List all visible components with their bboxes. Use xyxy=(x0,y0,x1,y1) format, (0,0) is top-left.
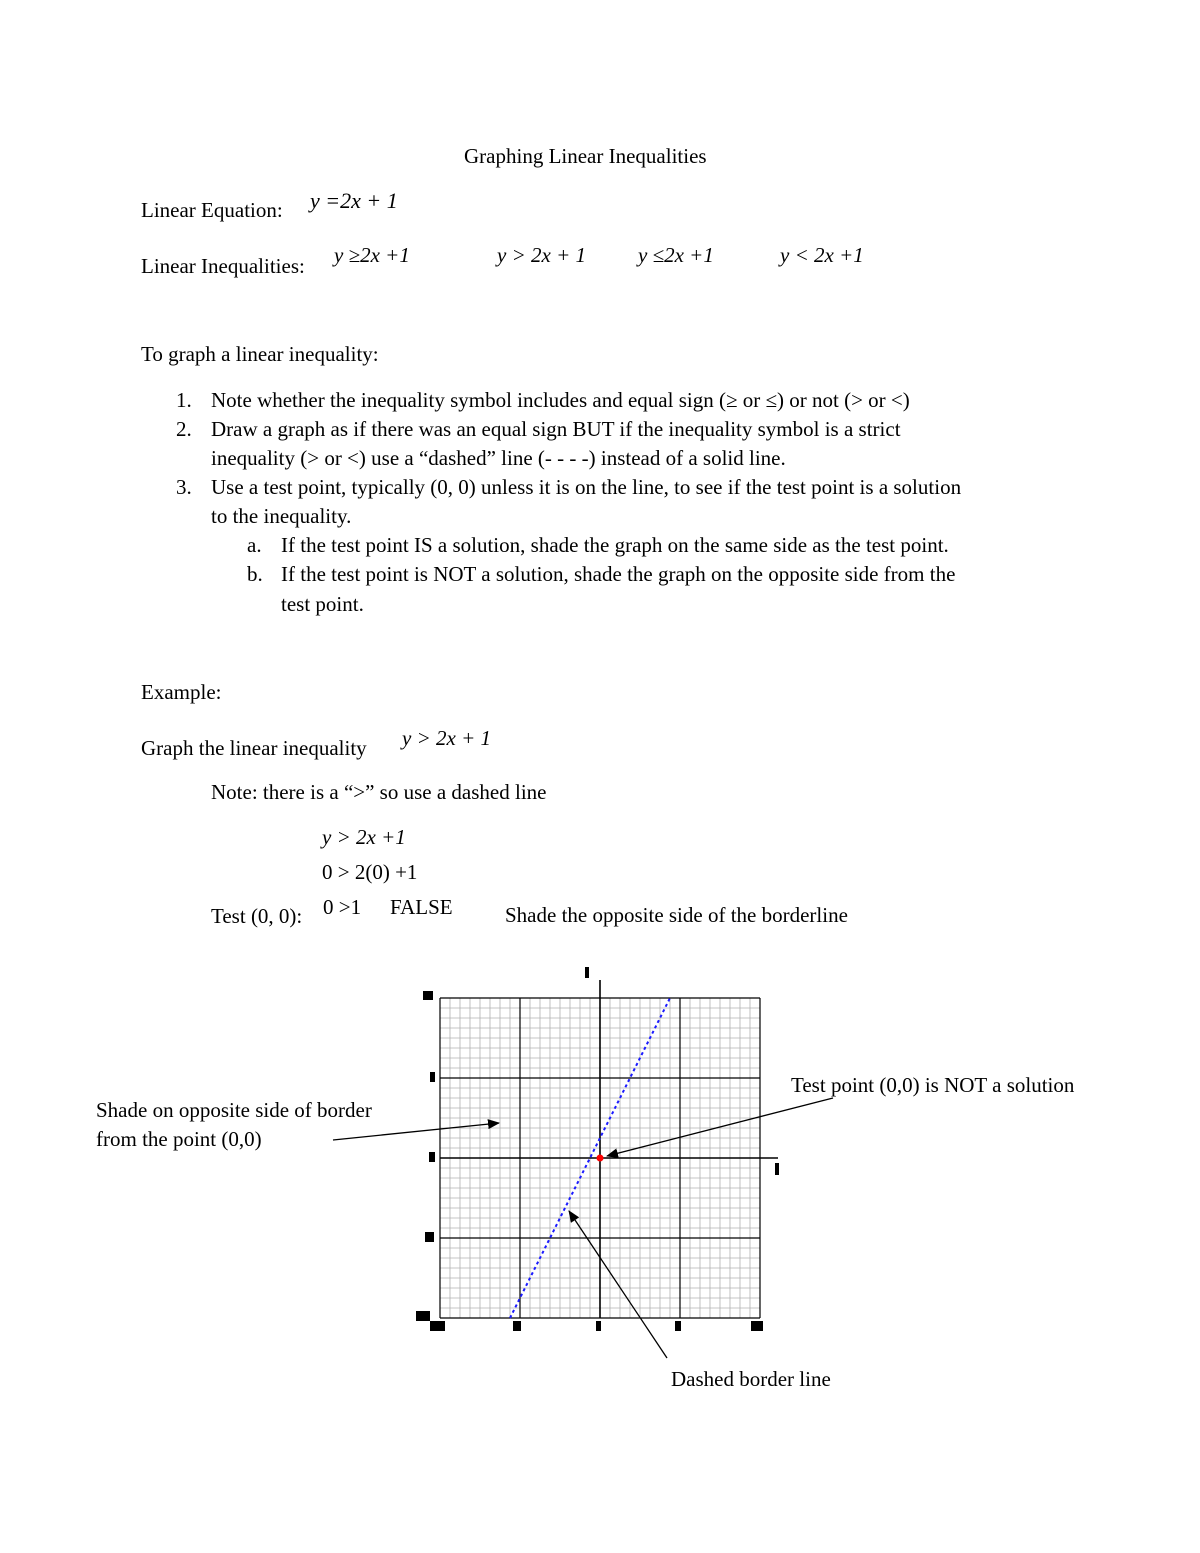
step-text: Draw a graph as if there was an equal sign BUT if the inequality symbol is a strict xyxy=(211,417,901,441)
step-text: Note whether the inequality symbol includes and equal sign (≥ or ≤) or not (> or <) xyxy=(211,388,910,412)
tick-label-marker xyxy=(425,1232,434,1242)
bottom-arrow xyxy=(569,1211,667,1358)
test-result: 0 >1 xyxy=(323,895,362,919)
step-number: 1. xyxy=(176,388,192,412)
substep-text: If the test point is NOT a solution, shade the graph on the opposite side from the xyxy=(281,562,956,586)
example-heading: Example: xyxy=(141,680,222,704)
equation-expr: y =2x + 1 xyxy=(310,188,398,213)
inequality-4: y < 2x +1 xyxy=(780,243,864,267)
bottom-annotation: Dashed border line xyxy=(671,1367,831,1391)
inequality-2: y > 2x + 1 xyxy=(497,243,586,267)
example-note: Note: there is a “>” so use a dashed line xyxy=(211,780,547,804)
tick-label-marker xyxy=(596,1321,601,1331)
tick-label-marker xyxy=(585,967,589,978)
left-annotation: from the point (0,0) xyxy=(96,1127,262,1151)
substep-text: test point. xyxy=(281,592,364,616)
inequality-3: y ≤2x +1 xyxy=(638,243,714,267)
tick-label-marker xyxy=(423,991,433,1000)
page-title: Graphing Linear Inequalities xyxy=(464,144,707,168)
tick-label-marker xyxy=(751,1321,763,1331)
step-number: 2. xyxy=(176,417,192,441)
work-line: y > 2x +1 xyxy=(322,825,406,849)
tick-label-marker xyxy=(416,1311,430,1321)
tick-label-marker xyxy=(429,1152,435,1162)
test-point xyxy=(597,1155,604,1162)
tick-label-marker xyxy=(675,1321,681,1331)
example-prompt-expr: y > 2x + 1 xyxy=(402,726,491,750)
test-label: Test (0, 0): xyxy=(211,904,303,928)
inequalities-label: Linear Inequalities: xyxy=(141,254,305,278)
test-verdict: FALSE xyxy=(390,895,453,919)
step-text: inequality (> or <) use a “dashed” line (- - - -) instead of a solid line. xyxy=(211,446,786,470)
step-text: Use a test point, typically (0, 0) unless it is on the line, to see if the test point is a solution xyxy=(211,475,962,499)
shade-note: Shade the opposite side of the borderline xyxy=(505,903,848,927)
substep-letter: b. xyxy=(247,562,263,586)
tick-label-marker xyxy=(430,1321,445,1331)
work-line: 0 > 2(0) +1 xyxy=(322,860,418,884)
left-arrow xyxy=(333,1123,499,1140)
example-prompt: Graph the linear inequality xyxy=(141,736,367,760)
equation-label: Linear Equation: xyxy=(141,198,283,222)
inequality-1: y ≥2x +1 xyxy=(334,243,410,267)
substep-text: If the test point IS a solution, shade the graph on the same side as the test point. xyxy=(281,533,949,557)
left-annotation: Shade on opposite side of border xyxy=(96,1098,372,1122)
step-text: to the inequality. xyxy=(211,504,352,528)
right-annotation: Test point (0,0) is NOT a solution xyxy=(791,1073,1075,1097)
howto-heading: To graph a linear inequality: xyxy=(141,342,379,366)
substep-letter: a. xyxy=(247,533,262,557)
tick-label-marker xyxy=(775,1163,779,1175)
step-number: 3. xyxy=(176,475,192,499)
tick-label-marker xyxy=(513,1321,521,1331)
tick-label-marker xyxy=(430,1072,435,1082)
